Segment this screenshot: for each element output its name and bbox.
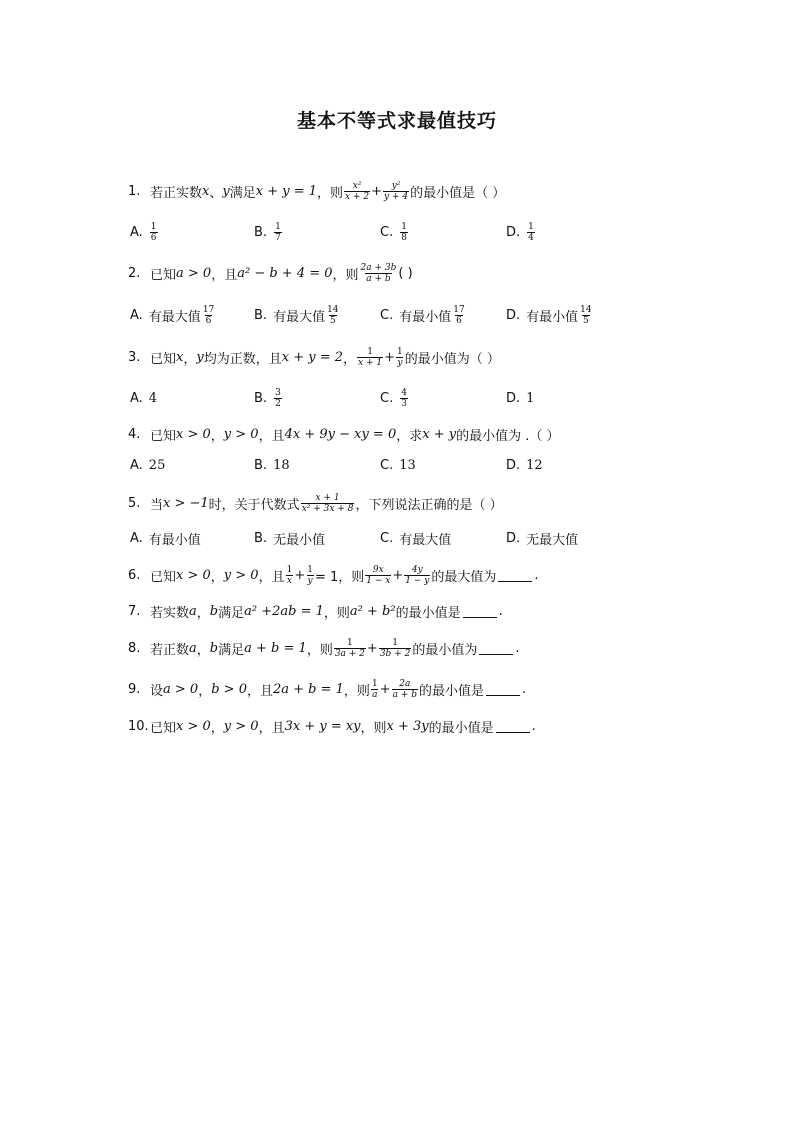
math-fraction	[396, 347, 404, 368]
question-text: .	[534, 567, 539, 583]
numerator: 1	[275, 221, 281, 232]
question-number: 10.	[128, 718, 149, 734]
math-expr: y > 0	[223, 718, 259, 734]
math-expr: x > 0	[176, 718, 211, 734]
numerator: 1	[401, 221, 407, 232]
denominator: 2	[275, 398, 281, 409]
option-d[interactable]	[506, 525, 578, 551]
question-9	[128, 676, 526, 702]
question-text: 的最小值是（ ）	[410, 185, 506, 201]
numerator: 1	[347, 637, 353, 648]
option-text: 有最大值	[399, 532, 452, 548]
question-text: 已知	[150, 267, 177, 283]
question-text: ，下列说法正确的是（ ）	[355, 497, 503, 513]
numerator: 14	[327, 304, 339, 315]
math-operator: +	[366, 640, 378, 656]
denominator: 6	[150, 232, 157, 243]
numerator: 1	[397, 346, 403, 357]
math-expr: a² − b + 4 = 0	[237, 265, 333, 281]
option-label: D.	[506, 224, 521, 240]
question-5-options	[130, 525, 730, 551]
question-text: 设	[150, 683, 164, 699]
question-text: ，则	[360, 720, 387, 736]
option-text: 有最小值	[526, 309, 579, 325]
page-title: 基本不等式求最值技巧	[296, 110, 497, 132]
math-fraction	[392, 679, 418, 700]
math-expr: x > 0	[176, 567, 211, 583]
math-fraction	[452, 305, 465, 326]
denominator: 3b + 2	[379, 648, 411, 659]
math-fraction	[326, 305, 339, 326]
question-number: 1.	[128, 183, 141, 199]
question-7	[128, 598, 503, 624]
question-text: ，求	[396, 428, 423, 444]
answer-blank[interactable]	[498, 569, 532, 582]
numerator: 17	[202, 304, 215, 315]
question-5	[128, 490, 503, 516]
math-fraction	[274, 388, 282, 409]
answer-blank[interactable]	[496, 720, 530, 733]
math-expr: x > 0	[176, 426, 211, 442]
question-text: ( )	[398, 265, 413, 281]
math-expr: a² +2ab = 1	[244, 603, 324, 619]
math-expr: y > 0	[223, 426, 259, 442]
option-label: A.	[130, 530, 143, 546]
numerator: 1	[150, 221, 157, 232]
option-a[interactable]	[130, 525, 201, 551]
question-4-options	[130, 452, 730, 478]
question-text: 的最大值为	[431, 569, 497, 585]
numerator: 4y	[411, 564, 423, 575]
option-label: C.	[380, 530, 394, 546]
answer-blank[interactable]	[479, 642, 513, 655]
denominator: a	[372, 689, 378, 700]
numerator: 1	[392, 637, 398, 648]
question-text: 的最小值是	[395, 605, 461, 621]
option-label: B.	[254, 390, 268, 406]
math-fraction	[527, 222, 535, 243]
question-text: .	[498, 603, 503, 619]
math-var: y	[196, 349, 204, 365]
question-text: ，且	[258, 569, 285, 585]
question-1	[128, 178, 505, 204]
question-text: 满足	[229, 185, 256, 201]
math-operator: +	[294, 567, 306, 583]
option-d[interactable]	[506, 302, 594, 328]
option-label: B.	[254, 224, 268, 240]
numerator: 2a + 3b	[360, 262, 397, 273]
math-fraction	[404, 565, 430, 586]
math-expr: x + y = 1	[255, 183, 318, 199]
denominator: 5	[329, 315, 336, 326]
question-text: ，则	[317, 185, 344, 201]
option-label: D.	[506, 390, 521, 406]
math-fraction	[400, 222, 408, 243]
denominator: x + 1	[358, 357, 383, 368]
question-text: ，	[210, 569, 224, 585]
numerator: 17	[453, 304, 465, 315]
option-text: 有最小值	[399, 309, 452, 325]
option-text: 4	[148, 390, 158, 406]
question-text: 的最小值为 .（ ）	[456, 428, 560, 444]
denominator: a + b	[366, 273, 391, 284]
question-text: 已知	[150, 428, 177, 444]
question-text: 的最小值为（ ）	[404, 351, 500, 367]
question-text: ，则	[343, 683, 370, 699]
question-text: 的最小值是	[428, 720, 494, 736]
math-fraction	[379, 638, 411, 659]
question-text: .	[521, 681, 527, 697]
option-label: B.	[254, 307, 268, 323]
question-text: ，则	[306, 642, 333, 658]
option-text: 12	[526, 457, 543, 473]
option-text: 有最小值	[148, 532, 201, 548]
question-10	[128, 713, 536, 739]
question-4	[128, 421, 560, 447]
numerator: 1	[528, 221, 534, 232]
question-text: 的最小值为	[412, 642, 478, 658]
math-fraction	[202, 305, 215, 326]
option-c[interactable]	[380, 302, 467, 328]
numerator: 9x	[372, 564, 384, 575]
option-label: D.	[506, 307, 521, 323]
question-text: ，且	[211, 267, 238, 283]
numerator: 1	[286, 564, 293, 575]
question-text: ，	[210, 428, 224, 444]
question-text: 已知	[150, 569, 177, 585]
math-fraction	[150, 222, 158, 243]
question-8	[128, 635, 519, 661]
option-label: A.	[130, 457, 143, 473]
question-text: ，且	[258, 428, 285, 444]
math-expr: 4x + 9y − xy = 0	[284, 426, 397, 442]
question-number: 5.	[128, 495, 141, 511]
question-text: 满足	[218, 605, 245, 621]
question-text: 若正数	[150, 642, 190, 658]
option-d[interactable]	[506, 219, 536, 245]
numerator: 4	[401, 387, 407, 398]
math-expr: x > −1	[163, 495, 209, 511]
answer-blank[interactable]	[463, 605, 497, 618]
question-text: ，	[183, 351, 197, 367]
math-operator: +	[371, 183, 383, 199]
question-text: 的最小值是	[418, 683, 484, 699]
numerator: 1	[371, 678, 378, 689]
option-a[interactable]	[130, 385, 157, 411]
option-label: C.	[380, 457, 394, 473]
math-expr: x + 3y	[386, 718, 429, 734]
option-label: C.	[380, 224, 394, 240]
denominator: a + b	[392, 689, 417, 700]
math-fraction	[371, 679, 379, 700]
math-expr: a > 0	[176, 265, 212, 281]
option-text: 13	[399, 457, 416, 473]
math-expr: a + b = 1	[244, 640, 307, 656]
denominator: 6	[205, 315, 212, 326]
denominator: 8	[401, 232, 407, 243]
math-fraction	[334, 638, 366, 659]
denominator: 3a + 2	[334, 648, 365, 659]
option-text: 25	[148, 457, 166, 473]
math-operator: +	[392, 567, 404, 583]
question-text: 若正实数	[150, 185, 203, 201]
option-label: A.	[130, 307, 143, 323]
option-text: 有最大值	[273, 309, 326, 325]
question-2-options	[130, 302, 730, 328]
math-var: x	[202, 183, 210, 199]
option-a[interactable]	[130, 219, 159, 245]
denominator: y	[307, 575, 313, 586]
option-b[interactable]	[254, 452, 290, 478]
denominator: 5	[583, 315, 589, 326]
denominator: x² + 3x + 8	[301, 503, 354, 514]
option-d[interactable]	[506, 385, 534, 411]
denominator: x + 2	[345, 191, 370, 202]
question-text: ，	[196, 642, 210, 658]
question-text: .	[531, 718, 536, 734]
question-text: ，则	[323, 605, 350, 621]
math-fraction	[286, 565, 294, 586]
option-a[interactable]	[130, 302, 216, 328]
math-operator: +	[379, 681, 391, 697]
numerator: 1	[367, 346, 373, 357]
option-text: 18	[273, 457, 290, 473]
option-c[interactable]	[380, 452, 416, 478]
denominator: 6	[456, 315, 462, 326]
question-text: 时，关于代数式	[208, 497, 300, 513]
question-text: ，则	[332, 267, 359, 283]
question-3	[128, 344, 500, 370]
denominator: 3	[401, 398, 407, 409]
math-var: y	[222, 183, 230, 199]
math-var: b	[209, 603, 219, 619]
math-var: x	[176, 349, 184, 365]
option-label: A.	[130, 390, 143, 406]
numerator: 2a	[399, 678, 411, 689]
question-text: 满足	[218, 642, 245, 658]
option-a[interactable]	[130, 452, 165, 478]
option-b[interactable]	[254, 525, 325, 551]
math-expr: 3x + y = xy	[284, 718, 361, 734]
math-expr: 2a + b = 1	[272, 681, 344, 697]
math-var: b	[209, 640, 219, 656]
question-text: ，且	[246, 683, 273, 699]
question-text: ，	[196, 605, 210, 621]
question-text: 若实数	[150, 605, 190, 621]
math-var: a	[189, 640, 197, 656]
question-text: ，	[343, 351, 357, 367]
math-expr: a > 0	[163, 681, 199, 697]
question-6	[128, 562, 538, 588]
denominator: 1 − y	[405, 575, 430, 586]
question-text: ，	[198, 683, 212, 699]
math-operator: +	[384, 349, 396, 365]
option-text: 1	[526, 390, 535, 406]
option-b[interactable]	[254, 385, 283, 411]
option-text: 无最小值	[273, 532, 326, 548]
option-label: B.	[254, 457, 268, 473]
numerator: 1	[307, 564, 313, 575]
question-text: ，且	[258, 720, 285, 736]
option-d[interactable]	[506, 452, 543, 478]
option-c[interactable]	[380, 219, 409, 245]
question-1-options	[130, 219, 730, 245]
option-label: A.	[130, 224, 143, 240]
math-fraction	[344, 181, 370, 202]
math-fraction	[400, 388, 408, 409]
denominator: y	[397, 357, 403, 368]
question-number: 4.	[128, 426, 141, 442]
denominator: x	[286, 575, 292, 586]
option-label: D.	[506, 530, 521, 546]
question-text: 、	[209, 185, 223, 201]
math-expr: a² + b²	[349, 603, 396, 619]
option-c[interactable]	[380, 385, 409, 411]
option-label: D.	[506, 457, 521, 473]
answer-blank[interactable]	[486, 683, 520, 696]
question-number: 2.	[128, 265, 141, 281]
option-text: 无最大值	[526, 532, 579, 548]
option-b[interactable]	[254, 219, 283, 245]
question-text: = 1，则	[314, 569, 365, 585]
option-label: C.	[380, 307, 394, 323]
math-fraction	[579, 305, 592, 326]
denominator: 1 − x	[366, 575, 391, 586]
math-expr: x + y = 2	[281, 349, 344, 365]
option-label: B.	[254, 530, 268, 546]
math-fraction	[357, 347, 383, 368]
option-c[interactable]	[380, 525, 451, 551]
question-text: 当	[150, 497, 164, 513]
question-text: 已知	[150, 351, 177, 367]
denominator: y + 4	[384, 191, 409, 202]
math-fraction	[306, 565, 314, 586]
numerator: x + 1	[315, 492, 340, 503]
question-number: 9.	[128, 681, 141, 697]
math-expr: b > 0	[211, 681, 247, 697]
question-number: 3.	[128, 349, 141, 365]
math-fraction	[383, 181, 409, 202]
denominator: 4	[528, 232, 534, 243]
question-text: .	[515, 640, 520, 656]
denominator: 7	[275, 232, 281, 243]
math-var: a	[189, 603, 197, 619]
question-number: 6.	[128, 567, 141, 583]
math-fraction	[274, 222, 282, 243]
numerator: 3	[275, 387, 281, 398]
option-b[interactable]	[254, 302, 341, 328]
numerator: x²	[352, 180, 362, 191]
numerator: 14	[580, 304, 592, 315]
question-text: 均为正数，且	[203, 351, 282, 367]
option-text: 有最大值	[148, 309, 201, 325]
question-text: 已知	[150, 720, 177, 736]
question-number: 8.	[128, 640, 141, 656]
math-expr: y > 0	[223, 567, 259, 583]
question-text: ，	[210, 720, 224, 736]
question-number: 7.	[128, 603, 141, 619]
math-fraction	[360, 263, 398, 284]
question-3-options	[130, 385, 730, 411]
math-fraction	[301, 493, 355, 514]
question-2	[128, 260, 413, 286]
math-expr: x + y	[422, 426, 457, 442]
math-fraction	[365, 565, 391, 586]
option-label: C.	[380, 390, 394, 406]
numerator: y²	[391, 180, 401, 191]
